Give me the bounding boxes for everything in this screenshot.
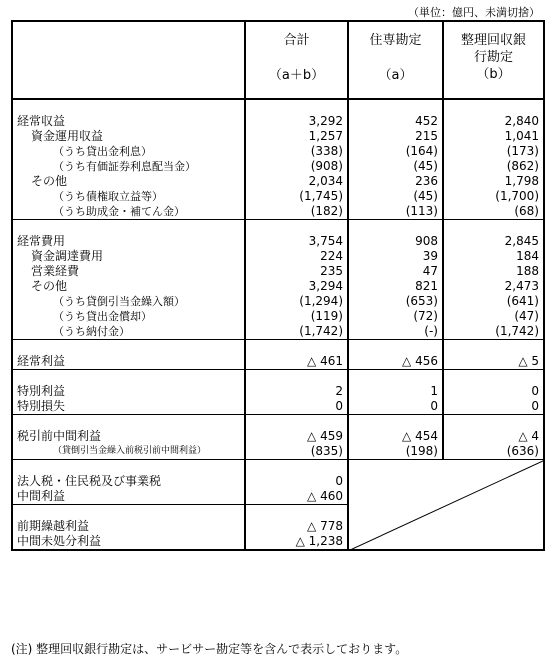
row-total: (119) — [245, 309, 348, 324]
row-label: 資金調達費用 — [31, 249, 104, 263]
table-row — [12, 264, 544, 279]
row-seiri: △ 4 — [443, 429, 544, 444]
table-row — [12, 294, 544, 309]
row-jusen: 1 — [348, 384, 443, 399]
table-row — [12, 279, 544, 294]
row-seiri: 2,473 — [443, 279, 544, 294]
row-jusen: (-) — [348, 324, 443, 340]
row-jusen: (653) — [348, 294, 443, 309]
row-label: （うち有価証券利息配当金） — [53, 160, 196, 173]
table-row — [12, 204, 544, 220]
table-row — [12, 174, 544, 189]
row-total: 3,294 — [245, 279, 348, 294]
row-label: 税引前中間利益 — [17, 429, 102, 443]
header-seiri-label: 整理回収銀行勘定 — [460, 33, 526, 65]
row-label: （うち納付金） — [12, 324, 245, 340]
row-seiri: 2,840 — [443, 114, 544, 129]
row-seiri: 1,041 — [443, 129, 544, 144]
row-total: 0 — [245, 474, 348, 489]
row-jusen: △ 454 — [348, 429, 443, 444]
header-jusen-sub: （a） — [378, 68, 413, 83]
row-jusen: (45) — [348, 159, 443, 174]
row-total: △ 459 — [245, 429, 348, 444]
row-seiri: (47) — [443, 309, 544, 324]
row-seiri: (636) — [443, 444, 544, 460]
header-jusen — [348, 21, 443, 99]
row-seiri: (1,700) — [443, 189, 544, 204]
row-total: (338) — [245, 144, 348, 159]
row-jusen: 0 — [348, 399, 443, 415]
income-statement-table — [11, 20, 543, 551]
row-label: （うち貸倒引当金繰入額） — [53, 295, 185, 308]
row-label: 特別損失 — [12, 399, 245, 415]
row-total: 2 — [245, 384, 348, 399]
row-jusen: (164) — [348, 144, 443, 159]
row-jusen: 47 — [348, 264, 443, 279]
header-seiri-sub: （b） — [476, 67, 511, 82]
row-seiri: 0 — [443, 399, 544, 415]
header-total-sub: （a＋b） — [268, 68, 325, 83]
row-seiri: (862) — [443, 159, 544, 174]
row-total: (1,294) — [245, 294, 348, 309]
row-label: （うち貸出金償却） — [53, 310, 152, 323]
row-total: 224 — [245, 249, 348, 264]
row-seiri: (641) — [443, 294, 544, 309]
row-jusen: (45) — [348, 189, 443, 204]
header-row — [12, 21, 544, 99]
row-label: 中間未処分利益 — [17, 534, 102, 548]
row-label: 特別利益 — [17, 384, 66, 398]
header-total — [245, 21, 348, 99]
row-total: (1,742) — [245, 324, 348, 340]
row-label: 営業経費 — [31, 264, 80, 278]
row-seiri: (68) — [443, 204, 544, 220]
header-total-label: 合計 — [283, 33, 310, 48]
table-row — [12, 189, 544, 204]
row-seiri: (1,742) — [443, 324, 544, 340]
table-row — [12, 114, 544, 129]
row-total: 0 — [245, 399, 348, 415]
table-row — [12, 249, 544, 264]
row-label: （貸倒引当金繰入前税引前中間利益） — [12, 444, 245, 460]
row-total: 2,034 — [245, 174, 348, 189]
row-label: 法人税・住民税及び事業税 — [17, 474, 162, 488]
row-jusen: 236 — [348, 174, 443, 189]
row-jusen: 821 — [348, 279, 443, 294]
row-total: (908) — [245, 159, 348, 174]
table-row — [12, 429, 544, 444]
row-label: 資金運用収益 — [31, 129, 104, 143]
row-label: （うち助成金・補てん金） — [12, 204, 245, 220]
row-label: （うち債権取立益等） — [53, 190, 163, 203]
footnote: (注) 整理回収銀行勘定は、サービサー勘定等を含んで表示しております。 — [11, 642, 408, 656]
row-total: △ 460 — [245, 489, 348, 505]
row-jusen: (72) — [348, 309, 443, 324]
table-row — [12, 384, 544, 399]
row-label: 経常利益 — [12, 354, 245, 370]
header-jusen-label: 住専勘定 — [369, 33, 422, 48]
row-seiri: 188 — [443, 264, 544, 279]
table-row — [12, 444, 544, 460]
row-total: (1,745) — [245, 189, 348, 204]
row-label: 中間利益 — [12, 489, 245, 505]
table-row — [12, 324, 544, 340]
row-jusen: 452 — [348, 114, 443, 129]
row-total: (835) — [245, 444, 348, 460]
row-seiri: 0 — [443, 384, 544, 399]
header-blank — [12, 21, 245, 99]
diagonal-line — [349, 460, 544, 550]
row-label: 前期繰越利益 — [17, 519, 90, 533]
row-jusen: 215 — [348, 129, 443, 144]
row-seiri: △ 5 — [443, 354, 544, 370]
row-label: 経常収益 — [17, 114, 66, 128]
row-total: 1,257 — [245, 129, 348, 144]
row-jusen: (113) — [348, 204, 443, 220]
row-total: 3,754 — [245, 234, 348, 249]
row-jusen: (198) — [348, 444, 443, 460]
row-total: (182) — [245, 204, 348, 220]
row-total: 3,292 — [245, 114, 348, 129]
row-total: △ 461 — [245, 354, 348, 370]
row-seiri: 2,845 — [443, 234, 544, 249]
row-label: その他 — [31, 279, 68, 293]
row-seiri: 184 — [443, 249, 544, 264]
row-seiri: (173) — [443, 144, 544, 159]
row-label: （うち貸出金利息） — [53, 145, 152, 158]
row-total: △ 778 — [245, 519, 348, 534]
row-label: その他 — [31, 174, 68, 188]
row-seiri: 1,798 — [443, 174, 544, 189]
table-row — [12, 309, 544, 324]
header-seiri — [443, 21, 544, 99]
row-total: 235 — [245, 264, 348, 279]
diagonal-cell — [348, 460, 544, 551]
table-row — [12, 399, 544, 415]
row-label: 経常費用 — [17, 234, 66, 248]
row-jusen: △ 456 — [348, 354, 443, 370]
table-row — [12, 159, 544, 174]
table-row — [12, 354, 544, 370]
table-row — [12, 129, 544, 144]
row-total: △ 1,238 — [245, 534, 348, 550]
table-row — [12, 234, 544, 249]
table-row — [12, 144, 544, 159]
row-jusen: 908 — [348, 234, 443, 249]
row-jusen: 39 — [348, 249, 443, 264]
unit-note: （単位：億円、未満切捨） — [408, 6, 540, 19]
